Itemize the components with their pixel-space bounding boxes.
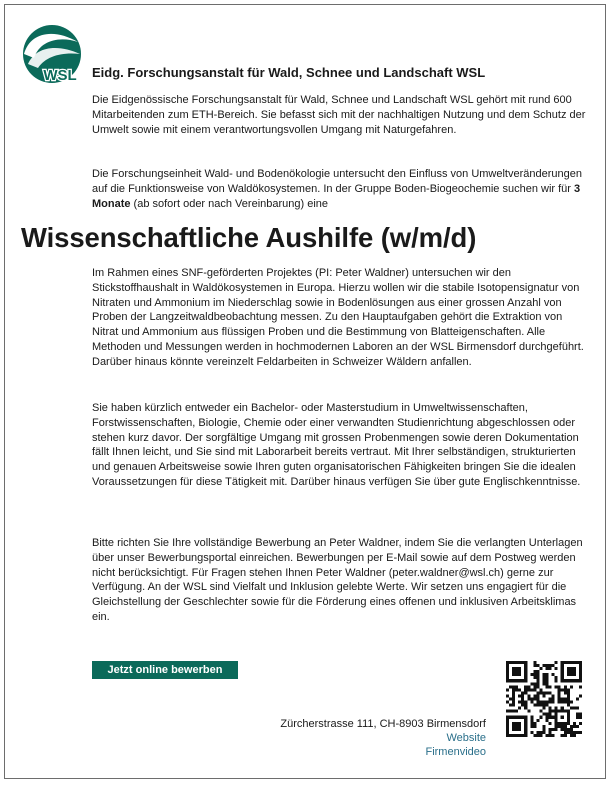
job-title: Wissenschaftliche Aushilfe (w/m/d) bbox=[21, 222, 477, 253]
intro-paragraph-1: Die Eidgenössische Forschungsanstalt für Wald, Schnee und Landschaft WSL gehört mit rund 600 Mitarbeitenden zum ETH-Bereich. Sie befasst sich mit der nachhaltigen Nutzung und dem Schutz der Umwelt sowie mit einem verantwortungsvollen Umgang mit Naturgefahren. bbox=[92, 94, 586, 136]
qr-code-icon[interactable] bbox=[506, 661, 582, 737]
profile-paragraph: Sie haben kürzlich entweder ein Bachelor- oder Masterstudium in Umweltwissenschaften, Forstwissenschaften, Biologie, Chemie oder einer verwandten Studienrichtung abgeschlossen oder stehen kurz davor. Der sorgfältige Umgang mit grossen Probenmengen sowie deren Dokumentation fällt Ihnen leicht, und Sie sind mit Laborarbeit bereits vertraut. Mit Ihrer selbständigen, strukturierten und genauen Arbeitsweise sowie Ihren guten organisatorischen Fähigkeiten bringen Sie die idealen Voraussetzungen für diese Tätigkeit mit. Darüber hinaus verfügen Sie über gute Englischkenntnisse. bbox=[92, 402, 581, 488]
intro-text-after: (ab sofort oder nach Vereinbarung) eine bbox=[130, 197, 329, 210]
project-paragraph: Im Rahmen eines SNF-geförderten Projektes (PI: Peter Waldner) untersuchen wir den Stickstoffhaushalt in Waldökosystemen in Europa. Hierzu wollen wir die stabile Isotopensignatur von Nitraten und Ammonium im Niederschlag sowie in Bodenlösungen aus einer grossen Anzahl von Proben der Langzeitwaldbeobachtung messen. Zu den Hauptaufgaben gehört die Extraktion von Nitrat und Ammonium aus flüssigen Proben und die Bestimmung von Blatteigenschaften. Alle Methoden und Messungen werden in hochmodernen Laboren an der WSL Birmensdorf durchgeführt. Darüber hinaus könnte vereinzelt Feldarbeiten in Schweizer Wäldern anfallen. bbox=[92, 267, 584, 368]
intro-text-before: Die Forschungseinheit Wald- und Bodenökologie untersucht den Einfluss von Umweltveränderungen auf die Funktionsweise von Waldökosystemen. In der Gruppe Boden-Biogeochemie suchen wir für bbox=[92, 168, 582, 195]
address: Zürcherstrasse 111, CH-8903 Birmensdorf bbox=[280, 718, 486, 730]
organization-name: Eidg. Forschungsanstalt für Wald, Schnee und Landschaft WSL bbox=[92, 65, 486, 80]
application-paragraph: Bitte richten Sie Ihre vollständige Bewerbung an Peter Waldner, indem Sie die verlangten Unterlagen über unser Bewerbungsportal einreichen. Bewerbungen per E-Mail sowie auf dem Postweg werden nicht berücksichtigt. Für Fragen stehen Ihnen Peter Waldner (peter.waldner@wsl.ch) gerne zur Verfügung. An der WSL sind Vielfalt und Inklusion gelebte Werte. Wir setzen uns engagiert für die Gleichstellung der Geschlechter sowie für die Förderung eines offenen und inklusiven Arbeitsklimas ein. bbox=[92, 537, 583, 623]
apply-online-button[interactable]: Jetzt online bewerben bbox=[92, 661, 238, 679]
company-video-link[interactable]: Firmenvideo bbox=[425, 746, 486, 758]
duration-highlight: 3 Monate bbox=[92, 182, 581, 210]
svg-text:WSL: WSL bbox=[43, 67, 77, 84]
website-link[interactable]: Website bbox=[446, 732, 486, 744]
intro-paragraph-2 bbox=[92, 167, 588, 211]
wsl-logo bbox=[20, 24, 86, 84]
